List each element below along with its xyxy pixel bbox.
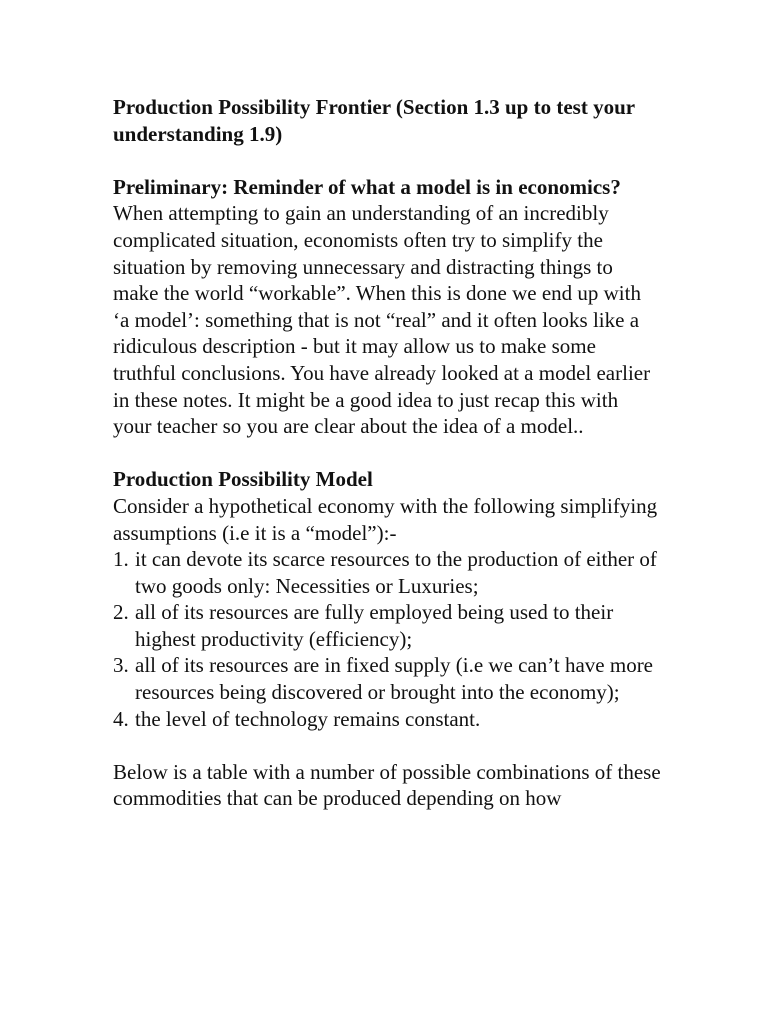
list-item-number: 2. [113, 600, 129, 625]
list-item [113, 599, 661, 652]
document-title: Production Possibility Frontier (Section 1.3 up to test your understanding 1.9) [113, 95, 635, 146]
closing-paragraph: Below is a table with a number of possible combinations of these commodities that can be produced depending on how [113, 759, 661, 811]
preliminary-paragraph: When attempting to gain an understanding of an incredibly complicated situation, economists often try to simplify the situation by removing unnecessary and distracting things to make the world “workable”. When this is done we end up with ‘a model’: something that is not “real” and it often looks like a ridiculous description - but it may allow us to make some truthful conclusions. You have already looked at a model earlier in these notes. It might be a good idea to just recap this with your teacher so you are clear about the idea of a model.. [113, 201, 651, 439]
list-item-number: 3. [113, 653, 129, 678]
list-item-text: all of its resources are fully employed being used to their highest productivity (efficiency); [135, 600, 614, 651]
spacer [113, 732, 661, 759]
preliminary-heading: Preliminary: Reminder of what a model is in economics? [113, 174, 621, 199]
spacer [113, 440, 661, 467]
model-intro-paragraph: Consider a hypothetical economy with the following simplifying assumptions (i.e it is a “model”):- [113, 493, 658, 545]
list-item-number: 1. [113, 547, 129, 572]
assumptions-list [113, 546, 661, 732]
list-item-text: it can devote its scarce resources to the production of either of two goods only: Necessities or Luxuries; [135, 547, 657, 598]
list-item [113, 706, 661, 733]
model-heading: Production Possibility Model [113, 467, 373, 492]
document-page [113, 94, 661, 812]
spacer [113, 147, 661, 174]
list-item-text: the level of technology remains constant. [135, 706, 481, 731]
list-item [113, 652, 661, 705]
list-item [113, 546, 661, 599]
list-item-number: 4. [113, 706, 129, 731]
list-item-text: all of its resources are in fixed supply (i.e we can’t have more resources being discovered or brought into the economy); [135, 653, 654, 705]
